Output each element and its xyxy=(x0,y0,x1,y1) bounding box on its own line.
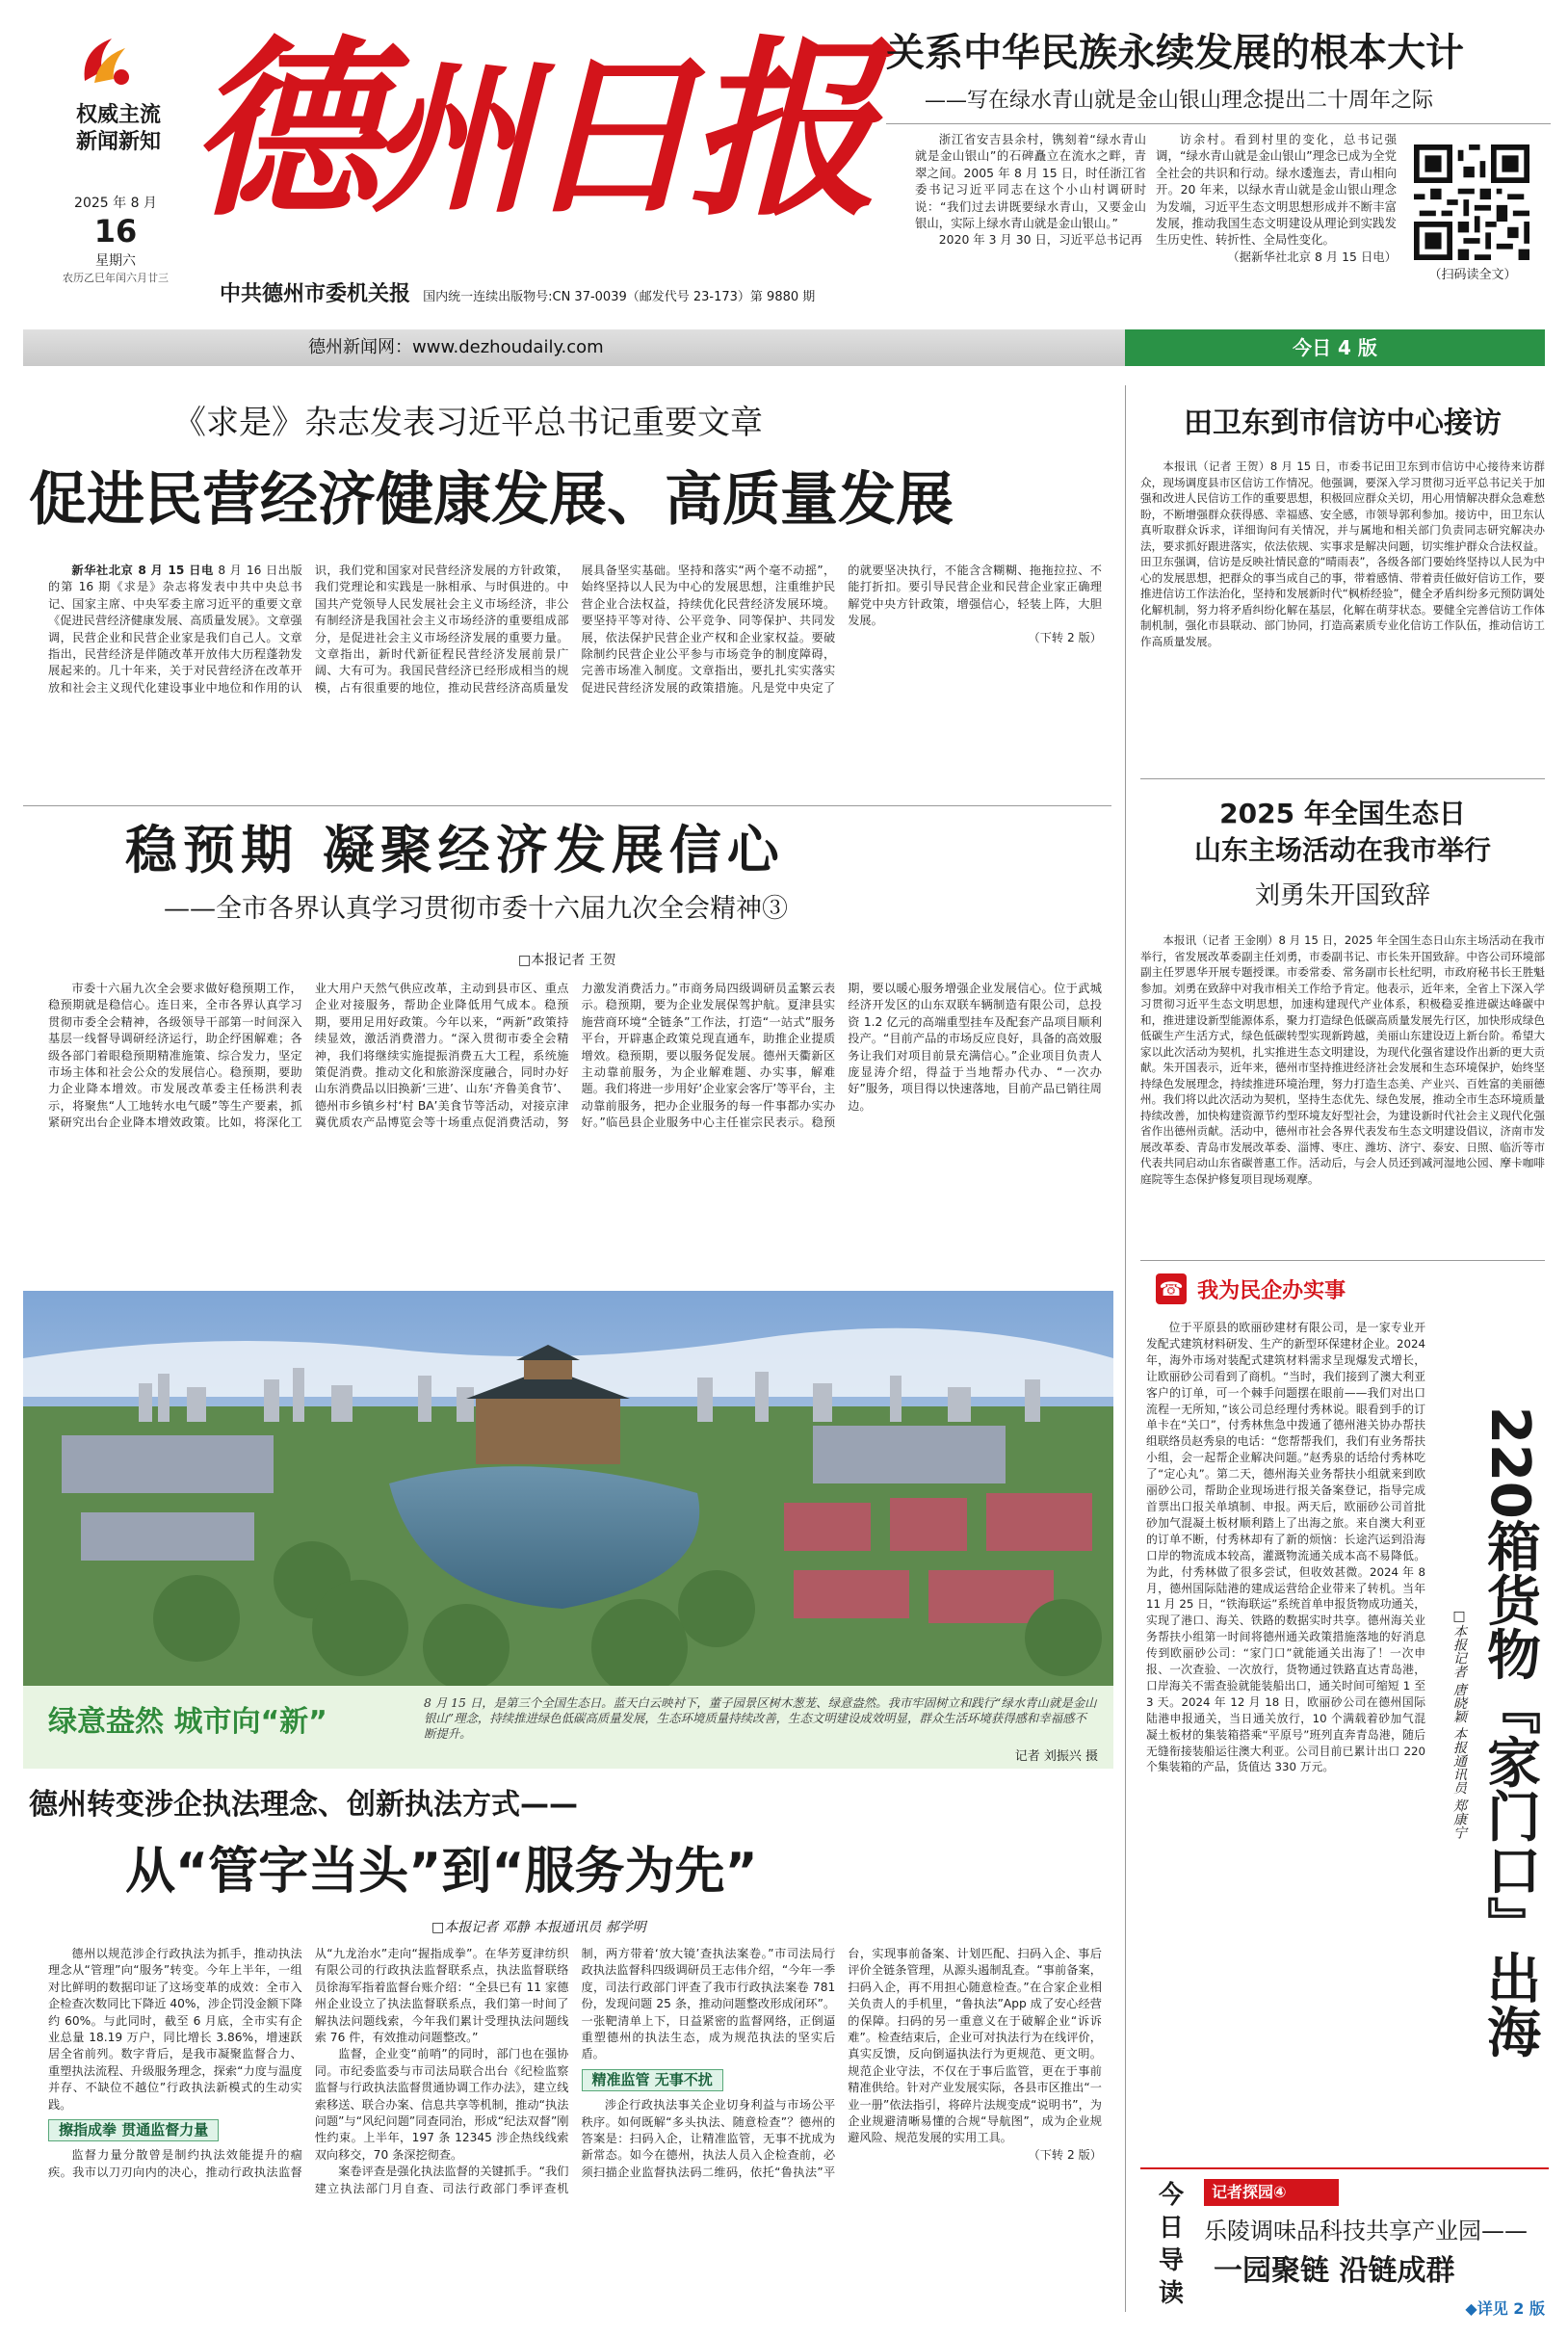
series-body: 市委十六届九次全会要求做好稳预期工作，稳预期就是稳信心。连日来，全市各界认真学习贯彻市委全会精神，各级领导干部第一时间深入基层一线督导调研经济运行，助企纾困解难；各级各部门着眼稳预期精准施策、综合发力，坚定市场主体和社会公众的发展信心。稳预期，要助力企业降本增效。市发展改革委主任杨洪利表示，将聚焦“人工地转水电气暖”等生产要素，抓紧研究出台企业降本增效政策。比如，将深化工业大用户天然气供应改革，主动到县市区、重点企业对接服务，帮助企业降低用气成本。稳预期，要用足用好政策。今年以来，“两新”政策持续显效，激活消费潜力。“深入贯彻市委全会精神，我们将继续实施提振消费五大工程，系统施策促消费。推动文化和旅游深度融合，同时办好山东消费品以旧换新‘三进’、山东‘齐鲁美食节’、德州市乡镇乡村‘村 BA’美食节等活动，对接京津冀优质农产品博览会等十场重点促消费活动，努力激发消费活力。”市商务局四级调研员孟繁云表示。稳预期，要为企业发展保驾护航。夏津县实施营商环境“全链条”工作法，打造“一站式”服务平台，开辟惠企政策兑现直通车，助推企业提质增效。稳预期，要以服务促发展。德州天衢新区主动靠前服务，为企业解难题、办实事，解难题。我们将进一步用好‘企业家会客厅’等平台，主动靠前服务，把办企业服务的每一件事都办实办好。”临邑县企业服务中心主任崔宗民表示。稳预期，要以暖心服务增强企业发展信心。位于武城经济开发区的山东双联车辆制造有限公司，总投资 1.2 亿元的高端重型挂车及配套产品项目顺利投产。“目前产品的市场反应良好，具备的高效服务让我们对项目前景充满信心。”企业项目负责人庞显涛介绍，得益于当地帮办代办、“一次办好”服务，项目得以快速落地，目前产品已销往周边。 xyxy=(48,982,1102,1130)
guide-label: 今 日 导 读 xyxy=(1158,2181,1184,2308)
organ-line xyxy=(220,277,875,307)
day-number: 16 xyxy=(93,213,138,249)
issue-info: 国内统一连续出版物号:CN 37-0039（邮发代号 23-173）第 9880 期 xyxy=(423,290,816,304)
guide-line1: 乐陵调味品科技共享产业园—— xyxy=(1204,2218,1528,2244)
year-month: 2025 年 8 月 xyxy=(74,196,157,211)
megaphone-icon: ☎ xyxy=(1156,1273,1187,1304)
side2-body: 本报讯（记者 王金刚）8 月 15 日，2025 年全国生态日山东主场活动在我市举行，省发展改革委副主任刘勇，市委副书记、市长朱开国致辞。中咨公司环境部副主任罗恩华开展专题授课。市委常委、常务副市长杜纪明，市政府秘书长王胜魁参加。刘勇在致辞中对我市相关工作给予肯定。他表示，近年来，全省上下深入学习贯彻习近平生态文明思想，加速构建现代产业体系，积极稳妥推进碳达峰碳中和，推进建设新型能源体系，聚力打造绿色低碳高质量发展先行区，加快形成绿色低碳生产生活方式，绿色低碳转型实现新跨越，美丽山东建设迈上新台阶。希望大家以此次活动为契机，扎实推进生态文明建设，为现代化强省建设作出新的更大贡献。朱开国表示，近年来，德州市坚持推进经济社会发展和生态环境保护，始终坚持绿色发展理念，持续推进环境治理，努力打造生态美、产业兴、百姓富的美丽德州。我们将以此次活动为契机，坚持生态优先、绿色发展，推动全市生态环境质量持续改善，加快构建资源节约型环境友好型社会，为建设新时代社会主义现代化强省作出德州贡献。活动中，德州市社会各界代表发布生态文明建设倡议，济南市发展改革委、青岛市发展改革委、淄博、枣庄、潍坊、济宁、泰安、日照、临沂等市代表共同启动山东省碳普惠工作。活动后，与会人员还到减河湿地公园、摩卡咖啡庭院等生态保护修复项目现场观摩。 xyxy=(1140,933,1545,1186)
slogan: 权威主流 新闻新知 xyxy=(75,103,161,154)
series-headline[interactable]: 稳预期 凝聚经济发展信心 xyxy=(125,820,785,880)
top-story-subhead: ——写在绿水青山就是金山银山理念提出二十周年之际 xyxy=(925,89,1434,113)
side3-vertical-byline: □本报记者 唐晓颖 本报通讯员 郑康宁 xyxy=(1451,1609,1467,1840)
top-story-headline[interactable]: 关系中华民族永续发展的根本大计 xyxy=(886,31,1464,75)
reform-subhead-2: 精准监管 无事不扰 xyxy=(582,2069,723,2091)
top-story-col1: 浙江省安吉县余村，镌刻着“绿水青山就是金山银山”的石碑矗立在流水之畔，青翠之间。2005 年 8 月 15 日，时任浙江省委书记习近平同志在这个小山村调研时说：“我们过去讲既要绿水青山，又要金山银山，实际上绿水青山就是金山银山。” 2020 年 3 月 30 日，习近平总书记再 xyxy=(915,132,1146,248)
guide-more[interactable]: ◆详见 2 版 xyxy=(1465,2299,1545,2318)
guide-tag: 记者探园④ xyxy=(1204,2179,1339,2206)
lunar-date: 农历乙巳年闰六月廿三 xyxy=(63,272,169,284)
organ-name: 中共德州市委机关报 xyxy=(220,282,411,306)
issue-date xyxy=(48,193,183,285)
lead-body: 新华社北京 8 月 15 日电 8 月 16 日出版的第 16 期《求是》杂志将发表中共中央总书记、国家主席、中央军委主席习近平的重要文章《促进民营经济健康发展、高质量发展》。文章强调，民营企业和民营企业家是我们自己人。文章指出，民营经济是伴随改革开放伟大历程蓬勃发展起来的。几十年来，关于对民营经济在改革开放和社会主义现代化建设事业中地位和作用的认识，我们党和国家对民营经济发展的方针政策，我们党理论和实践是一脉相承、与时俱进的。中国共产党领导人民发展社会主义市场经济，非公有制经济是我国社会主义市场经济的重要组成部分，是促进社会主义市场经济发展的重要力量。文章指出，新时代新征程民营经济发展前景广阔、大有可为。我国民营经济已经形成相当的规模，占有很重要的地位，推动民营经济高质量发展具备坚实基础。坚持和落实“两个毫不动摇”，始终坚持以人民为中心的发展思想，注重维护民营企业合法权益，持续优化民营经济发展环境。要坚持平等对待、公平竞争、同等保护、共同发展，依法保护民营企业产权和企业家权益。要破除制约民营企业公平参与市场竞争的制度障碍，完善市场准入制度。文章指出，要扎扎实实落实促进民营经济发展的政策措施。凡是党中央定了的就要坚决执行，不能含含糊糊、拖拖拉拉、不能打折扣。要引导民营企业和民营企业家正确理解党中央方针政策，增强信心，轻装上阵，大胆发展。 （下转 2 版） xyxy=(48,564,1102,695)
photo-caption-title: 绿意盎然 城市向“新” xyxy=(48,1705,327,1739)
side2-subhead: 刘勇朱开国致辞 xyxy=(1254,881,1430,910)
side3-body: 位于平原县的欧丽砂建材有限公司，是一家专业开发配式建筑材料研发、生产的新型环保建材企业。2024 年，海外市场对装配式建筑材料需求呈现爆发式增长，让欧丽砂公司看到了商机。“当时，我们接到了澳大利亚客户的订单，可一个棘手问题摆在眼前——我们对出口流程一无所知，”该公司总经理付秀林说。眼看到手的订单卡在“关口”，付秀林焦急中拨通了德州港关协办帮扶组联络员赵秀泉的电话：“您帮帮我们，我们有业务帮扶小组，会一起帮企业解决问题。”赵秀泉的话给付秀林吃了“定心丸”。第二天，德州海关业务帮扶小组就来到欧丽砂公司，帮助企业现场进行报关备案登记，指导完成首票出口报关单填制、申报。两天后，欧丽砂公司首批砂加气混凝土板材顺利踏上了出海之旅。来自澳大利亚的订单不断，付秀林却有了新的烦恼：长途汽运到沿海口岸的物流成本较高，灌溉物流通关成本高不易降低。为此，付秀林做了很多尝试，但收效甚微。2024 年 8 月，德州国际陆港的建成运营给企业带来了转机。当年 11 月 25 日，“铁海联运”系统首单申报货物成功通关，实现了港口、海关、铁路的数据实时共享。德州海关业务帮扶小组第一时间将德州通关政策措施落地的好消息传到欧丽砂公司：“家门口”就能通关出海了！一次申报、一次查验、一次放行，货物通过铁路直达青岛港，口岸海关不需查验就能装船出口，通关时间可缩短 1 至 3 天。2024 年 12 月 18 日，欧丽砂公司在德州国际陆港申报通关，当日通关放行，10 个满载着砂加气混凝土板材的集装箱搭乘“平原号”班列直奔青岛港，随后无缝衔接装船运往澳大利亚。公司目前已累计出口 220 个集装箱的产品，货值达 330 万元。 xyxy=(1146,1321,1425,1774)
weekday: 星期六 xyxy=(95,253,136,269)
top-story-credit: （据新华社北京 8 月 15 日电） xyxy=(1227,249,1397,264)
qr-code-icon xyxy=(1414,144,1529,260)
series-byline: □本报记者 王贺 xyxy=(518,953,616,968)
top-story-col2: 访余村。看到村里的变化，总书记强调，“绿水青山就是金山银山”理念已成为全党全社会的共识和行动。绿水逶迤去，青山相向开。20 年来，以绿水青山就是金山银山理念为发端，习近平生态文明思想形成并不断丰富发展，推动我国生态文明建设从理论到实践发生历史性、转折性、全局性变化。 （据新华社北京 8 月 15 日电） xyxy=(1156,132,1397,264)
reform-byline: □本报记者 邓静 本报通讯员 郝学明 xyxy=(431,1920,646,1935)
site-url[interactable]: 德州新闻网：www.dezhoudaily.com xyxy=(308,337,604,357)
reform-subhead-1: 擦指成拳 贯通监督力量 xyxy=(48,2119,219,2141)
side3-vertical-title[interactable]: 220箱货物『家门口』出海 xyxy=(1478,1406,1541,2059)
guide-line2: 一园聚链 沿链成群 xyxy=(1214,2254,1455,2288)
side3-tag: ☎ 我为民企办实事 xyxy=(1156,1273,1425,1308)
lead-kicker: 《求是》杂志发表习近平总书记重要文章 xyxy=(173,404,763,442)
side1-headline[interactable]: 田卫东到市信访中心接访 xyxy=(1184,407,1502,440)
photo-credit: 记者 刘振兴 摄 xyxy=(1014,1749,1098,1764)
reform-body: 德州以规范涉企行政执法为抓手，推动执法理念从“管理”向“服务”转变。今年上半年，一组对比鲜明的数据印证了这场变革的成效：全市入企检查次数同比下降近 40%，涉企罚没金额下降约 60%。与此同时，截至 6 月底，全市实有企业总量 18.19 万户，同比增长 3.86%，增速跃居全省前列。数字背后，是我市凝聚监督合力、重塑执法流程、升级服务理念，探索“力度与温度并存、不缺位不越位”行政执法新模式的生动实践。 擦指成拳 贯通监督力量 监督力量分散曾是制约执法效能提升的痼疾。我市以刀刃向内的决心，推动行政执法监督从“九龙治水”走向“握指成拳”。在华芳夏津纺织有限公司的行政执法监督联系点，执法监督联络员徐海军指着监督台账介绍：“全县已有 11 家德州企业设立了执法监督联系点，我们第一时间了解执法问题线索，今年我们累计受理执法问题线索 76 件，有效推动问题整改。” 监督，企业变“前哨”的同时，部门也在强协同。市纪委监委与市司法局联合出台《纪检监察监督与行政执法监督贯通协调工作办法》，建立线索移送、联合办案、信息共享等机制，推动“执法问题”与“风纪问题”同查同治，形成“纪法双督”刚性约束。上半年，197 条 12345 涉企热线线索双向移交，70 条深挖彻查。 案卷评查是强化执法监督的关键抓手。“我们建立执法部门月自查、司法行政部门季评查机制，两方带着‘放大镜’查执法案卷。”市司法局行政执法监督科四级调研员王志伟介绍，“今年一季度，司法行政部门评查了我市行政执法案卷 781 份，发现问题 25 条，推动问题整改形成闭环”。一张靶清单上下，日益紧密的监督网络，正倒逼重塑德州的执法生态，成为规范执法的坚实后盾。 精准监管 无事不扰 涉企行政执法事关企业切身利益与市场公平秩序。如何既解“多头执法、随意检查”？德州的答案是：扫码入企，让精准监管，无事不扰成为新常态。如今在德州，执法人员入企检查前，必须扫描企业监督执法码二维码，依托“鲁执法”平台，实现事前备案、计划匹配、扫码入企、事后评价全链条管理，从源头遏制乱查。“事前备案，扫码入企，再不用担心随意检查。”在合家企业相关负责人的手机里，“鲁执法”App 成了安心经营的保障。扫码的另一重意义在于破解企业“诉诉难”。检查结束后，企业可对执法行为在线评价，真实反馈，反向倒逼执法行为更规范、更文明。规范企业守法，不仅在于事后监管，更在于事前精准供给。针对产业发展实际，各县市区推出“一业一册”依法指引，将碎片法规变成“说明书”，为企业规避清晰易懂的合规“导航图”，成为企业规避风险、规范发展的实用工具。 （下转 2 版） xyxy=(48,1947,1102,2195)
side1-body: 本报讯（记者 王贺）8 月 15 日，市委书记田卫东到市信访中心接待来访群众，现场调度县市区信访工作情况。他强调，要深入学习贯彻习近平总书记关于加强和改进人民信访工作的重要思想，积极回应群众关切，用心用情解决群众急难愁盼，不断增强群众获得感、幸福感、安全感，市领导郭利参加。接访中，田卫东认真听取群众诉求，详细询问有关情况，并与属地和相关部门负责同志研究解决办法，要求抓好跟进落实，依法依规、实事求是解决问题，切实维护群众合法权益。田卫东强调，信访是反映社情民意的“晴雨表”，各级各部门要始终坚持以人民为中心的发展思想，把群众的事当成自己的事，带着感情、带着责任做好信访工作，要推进信访工作法治化，坚持和发展新时代“枫桥经验”，健全矛盾纠纷多元预防调处化解机制，努力将矛盾纠纷化解在基层，化解在萌芽状态。要健全完善信访工作体制机制，强化市县联动、部门协同，打造高素质专业化信访工作队伍，推动信访工作高质量发展。 xyxy=(1140,459,1545,648)
side2-headline[interactable]: 2025 年全国生态日 山东主场活动在我市举行 xyxy=(1193,798,1491,866)
today-pages: 今日 4 版 xyxy=(1125,329,1545,366)
qr-code[interactable] xyxy=(1414,144,1529,260)
photo-caption-text: 8 月 15 日，是第三个全国生态日。蓝天白云映衬下，董子园景区树木葱茏、绿意盎然。我市牢固树立和践行“绿水青山就是金山银山”理念，持续推进绿色低碳高质量发展，生态环境质量持续改善，生态文明建设成效明显，群众生活环境获得感和幸福感不断提升。 xyxy=(424,1695,1097,1741)
newspaper-title: 德州日报 xyxy=(189,17,870,242)
city-aerial-photo xyxy=(23,1291,1113,1686)
photo xyxy=(23,1291,1113,1686)
series-subhead: ——全市各界认真学习贯彻市委十六届九次全会精神③ xyxy=(164,894,788,924)
reform-headline[interactable]: 从“管字当头”到“服务为先” xyxy=(125,1843,758,1901)
newspaper-logo-icon xyxy=(73,29,141,96)
qr-caption: （扫码读全文） xyxy=(1428,268,1517,282)
masthead-logo xyxy=(73,29,141,96)
reform-kicker: 德州转变涉企执法理念、创新执法方式—— xyxy=(29,1788,578,1822)
lead-headline[interactable]: 促进民营经济健康发展、高质量发展 xyxy=(29,466,954,534)
